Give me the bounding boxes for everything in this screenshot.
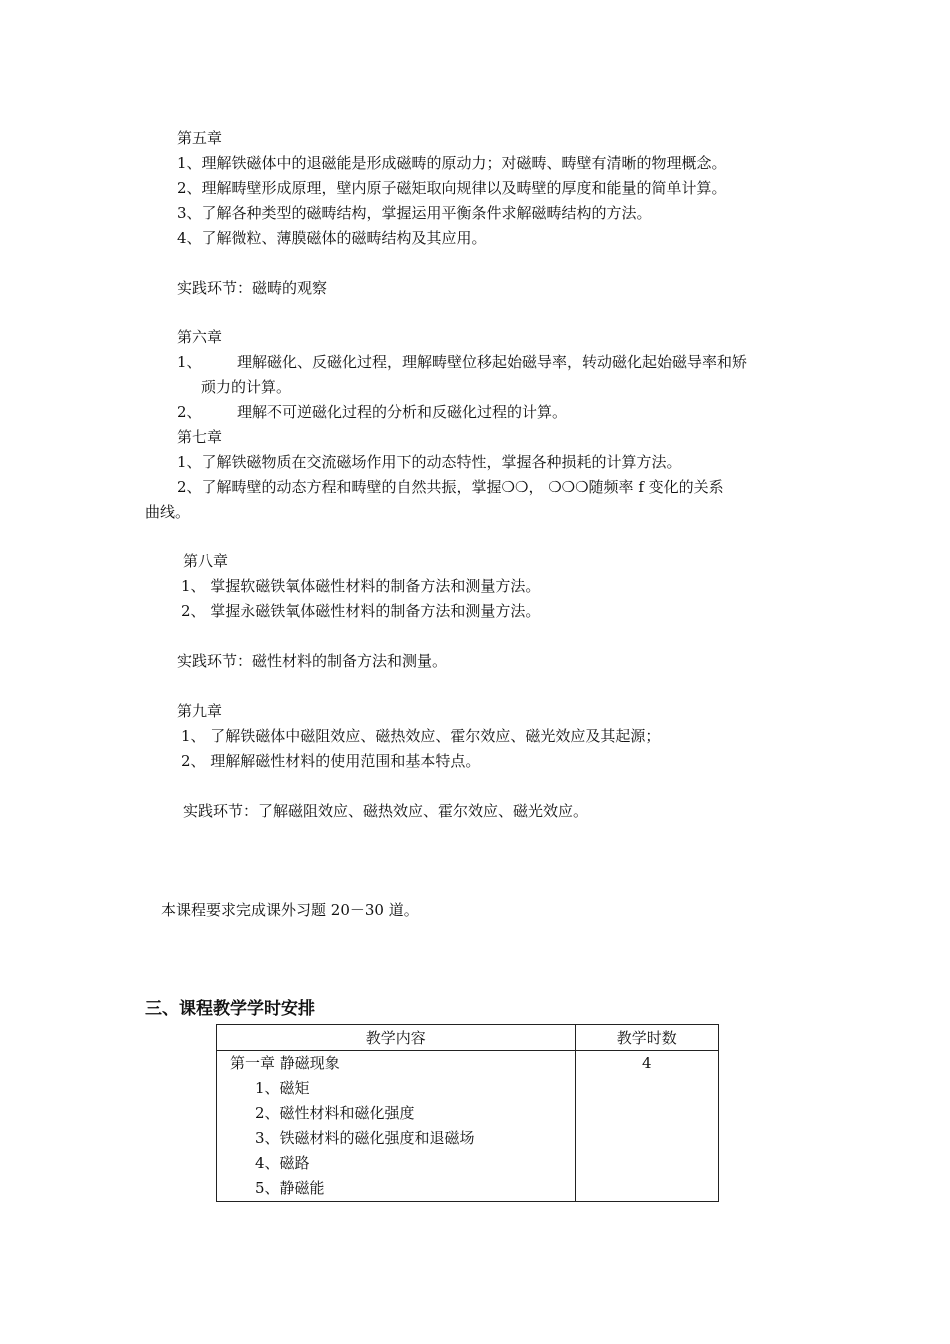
chapter-8-item-1: 1、 掌握软磁铁氧体磁性材料的制备方法和测量方法。: [181, 577, 541, 595]
subitem: 4、磁路: [255, 1154, 310, 1172]
chapter-6-item-2: 理解不可逆磁化过程的分析和反磁化过程的计算。: [237, 403, 568, 421]
subitem: 5、静磁能: [255, 1179, 325, 1197]
chapter-6-title: 第六章: [177, 328, 223, 346]
chapter-6-item-1: 理解磁化、反磁化过程，理解畴壁位移起始磁导率，转动磁化起始磁导率和矫: [237, 353, 748, 371]
chapter-6-item-1-continuation: 顽力的计算。: [201, 378, 292, 396]
chapter-9-item-2: 2、 理解解磁性材料的使用范围和基本特点。: [181, 752, 481, 770]
chapter-5-item-1: 1、理解铁磁体中的退磁能是形成磁畴的原动力；对磁畴、畴壁有清晰的物理概念。: [177, 154, 727, 172]
chapter-7-item-2: 2、了解畴壁的动态方程和畴壁的自然共振，掌握❍❍， ❍❍❍随频率 f 变化的关系: [177, 478, 724, 496]
chapter-1-hours: 4: [642, 1054, 652, 1072]
chapter-5-title: 第五章: [177, 129, 223, 147]
exercise-requirement: 本课程要求完成课外习题 20－30 道。: [161, 901, 419, 919]
chapter-7-item-1: 1、了解铁磁物质在交流磁场作用下的动态特性，掌握各种损耗的计算方法。: [177, 453, 682, 471]
header-hours: 教学时数: [575, 1025, 718, 1051]
chapter-9-practice: 实践环节：了解磁阻效应、磁热效应、霍尔效应、磁光效应。: [183, 802, 589, 820]
chapter-5-practice: 实践环节：磁畴的观察: [177, 279, 328, 297]
chapter-9-title: 第九章: [177, 702, 223, 720]
chapter-8-item-2: 2、 掌握永磁铁氧体磁性材料的制备方法和测量方法。: [181, 602, 541, 620]
chapter-6-item-1-number: 1、: [177, 353, 202, 371]
content-cell: [217, 1051, 576, 1202]
chapter-7-title: 第七章: [177, 428, 223, 446]
table-header-row: [217, 1025, 719, 1051]
chapter-1-title: 第一章 静磁现象: [230, 1054, 340, 1072]
table-row: [217, 1051, 719, 1202]
subitem: 3、铁磁材料的磁化强度和退磁场: [255, 1129, 475, 1147]
chapter-6-item-2-number: 2、: [177, 403, 202, 421]
teaching-hours-table: [216, 1024, 719, 1202]
chapter-5-item-4: 4、了解微粒、薄膜磁体的磁畴结构及其应用。: [177, 229, 487, 247]
section-3-heading: 三、课程教学学时安排: [145, 999, 315, 1019]
chapter-5-item-2: 2、理解畴壁形成原理，壁内原子磁矩取向规律以及畴壁的厚度和能量的简单计算。: [177, 179, 727, 197]
subitem: 1、磁矩: [255, 1079, 310, 1097]
chapter-5-item-3: 3、了解各种类型的磁畴结构，掌握运用平衡条件求解磁畴结构的方法。: [177, 204, 652, 222]
subitem: 2、磁性材料和磁化强度: [255, 1104, 415, 1122]
chapter-8-title: 第八章: [183, 552, 229, 570]
chapter-7-item-2-continuation: 曲线。: [145, 503, 191, 521]
chapter-9-item-1: 1、 了解铁磁体中磁阻效应、磁热效应、霍尔效应、磁光效应及其起源；: [181, 727, 661, 745]
chapter-8-practice: 实践环节：磁性材料的制备方法和测量。: [177, 652, 448, 670]
header-content: 教学内容: [217, 1025, 576, 1051]
hours-cell: [575, 1051, 718, 1202]
